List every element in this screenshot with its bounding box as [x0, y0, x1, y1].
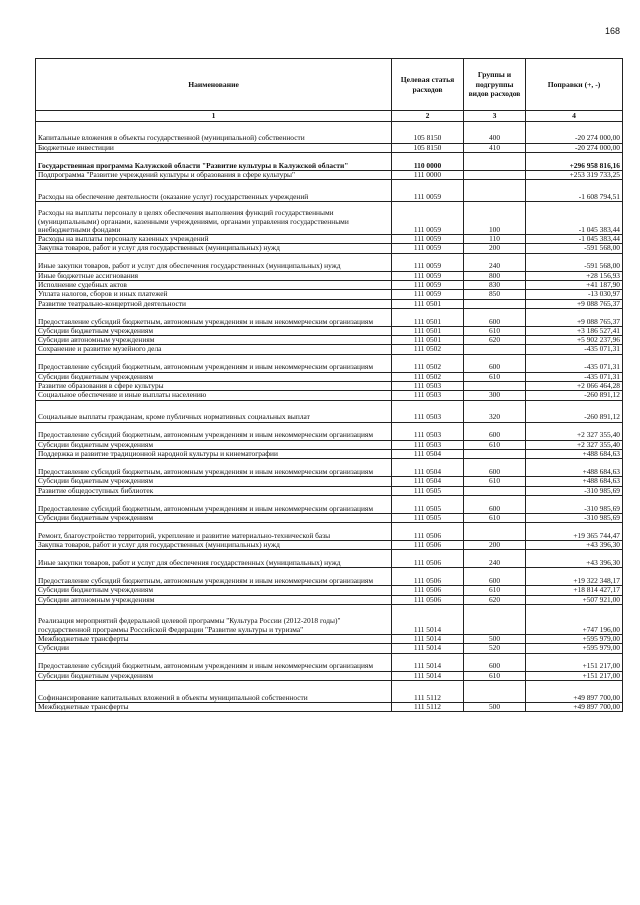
row-expense-group: 410 — [464, 143, 526, 152]
row-amount: +43 396,30 — [526, 541, 623, 550]
table-row — [36, 280, 623, 289]
table-row — [36, 541, 623, 550]
row-target-article: 111 0506 — [392, 586, 464, 595]
row-amount: +488 684,63 — [526, 459, 623, 477]
row-name: Расходы на выплаты персоналу в целях обеспечения выполнения функций государственными (муниципальными) органами, казенными учреждениями, органами управления государственными внебюджетными фондами — [36, 202, 392, 235]
row-expense-group: 610 — [464, 372, 526, 381]
row-expense-group — [464, 486, 526, 495]
row-expense-group — [464, 180, 526, 202]
table-row — [36, 271, 623, 280]
table-row — [36, 345, 623, 354]
row-amount: -310 985,69 — [526, 486, 623, 495]
row-amount: +5 902 237,96 — [526, 336, 623, 345]
row-target-article: 111 5014 — [392, 605, 464, 635]
row-target-article: 111 0501 — [392, 299, 464, 308]
row-name: Предоставление субсидий бюджетным, автономным учреждениям и иным некоммерческим организациям — [36, 495, 392, 513]
row-name: Реализация мероприятий федеральной целевой программы "Культура России (2012-2018 годы)" государственной программы Российской Федерации "Развитие культуры и туризма" — [36, 605, 392, 635]
row-target-article: 111 5014 — [392, 671, 464, 680]
row-name: Исполнение судебных актов — [36, 280, 392, 289]
row-name: Предоставление субсидий бюджетным, автономным учреждениям и иным некоммерческим организациям — [36, 568, 392, 586]
header-expense-group: Группы и подгруппы видов расходов — [464, 59, 526, 111]
row-name: Субсидии бюджетным учреждениям — [36, 477, 392, 486]
header-amendments: Поправки (+, -) — [526, 59, 623, 111]
row-target-article: 111 0506 — [392, 595, 464, 604]
row-name: Субсидии бюджетным учреждениям — [36, 372, 392, 381]
row-name: Иные закупки товаров, работ и услуг для обеспечения государственных (муниципальных) нужд — [36, 550, 392, 568]
row-amount: +296 958 816,16 — [526, 152, 623, 170]
row-expense-group: 610 — [464, 513, 526, 522]
row-expense-group: 600 — [464, 653, 526, 671]
row-name: Подпрограмма "Развитие учреждений культуры и образования в сфере культуры" — [36, 170, 392, 179]
row-amount: +49 897 700,00 — [526, 702, 623, 711]
column-number: 1 — [36, 111, 392, 122]
row-amount: +9 088 765,37 — [526, 308, 623, 326]
table-row — [36, 513, 623, 522]
row-target-article: 111 0059 — [392, 235, 464, 244]
table-row — [36, 702, 623, 711]
row-name: Сохранение и развитие музейного дела — [36, 345, 392, 354]
row-target-article: 111 0506 — [392, 541, 464, 550]
table-row — [36, 202, 623, 235]
row-amount: +18 814 427,17 — [526, 586, 623, 595]
row-target-article: 111 5014 — [392, 653, 464, 671]
row-expense-group — [464, 523, 526, 541]
row-name: Субсидии бюджетным учреждениям — [36, 671, 392, 680]
table-row — [36, 477, 623, 486]
row-expense-group — [464, 449, 526, 458]
row-amount: -310 985,69 — [526, 495, 623, 513]
table-row — [36, 354, 623, 372]
row-name: Софинансирование капитальных вложений в объекты муниципальной собственности — [36, 680, 392, 702]
row-expense-group — [464, 152, 526, 170]
row-name: Уплата налогов, сборов и иных платежей — [36, 290, 392, 299]
row-target-article: 111 0059 — [392, 280, 464, 289]
table-row — [36, 253, 623, 271]
row-name: Расходы на выплаты персоналу казенных учреждений — [36, 235, 392, 244]
row-name: Субсидии — [36, 644, 392, 653]
row-target-article: 111 0501 — [392, 326, 464, 335]
row-amount: +595 979,00 — [526, 635, 623, 644]
column-number: 3 — [464, 111, 526, 122]
column-number: 2 — [392, 111, 464, 122]
row-amount: -20 274 000,00 — [526, 143, 623, 152]
row-amount: +253 319 733,25 — [526, 170, 623, 179]
page-number: 168 — [604, 26, 620, 36]
row-amount: +28 156,93 — [526, 271, 623, 280]
row-name: Закупка товаров, работ и услуг для государственных (муниципальных) нужд — [36, 541, 392, 550]
row-amount: -260 891,12 — [526, 400, 623, 422]
row-name: Предоставление субсидий бюджетным, автономным учреждениям и иным некоммерческим организациям — [36, 459, 392, 477]
row-name: Межбюджетные трансферты — [36, 635, 392, 644]
row-target-article: 111 0502 — [392, 372, 464, 381]
column-number-row — [36, 111, 623, 122]
row-target-article: 105 8150 — [392, 121, 464, 143]
row-expense-group: 830 — [464, 280, 526, 289]
table-row — [36, 299, 623, 308]
row-expense-group — [464, 382, 526, 391]
row-expense-group: 600 — [464, 459, 526, 477]
row-name: Развитие театрально-концертной деятельности — [36, 299, 392, 308]
row-name: Развитие образования в сфере культуры — [36, 382, 392, 391]
row-amount: +2 327 355,40 — [526, 440, 623, 449]
row-expense-group: 600 — [464, 422, 526, 440]
table-row — [36, 671, 623, 680]
row-target-article: 111 0506 — [392, 568, 464, 586]
table-row — [36, 459, 623, 477]
row-target-article: 111 0059 — [392, 253, 464, 271]
row-name: Субсидии бюджетным учреждениям — [36, 440, 392, 449]
table-row — [36, 308, 623, 326]
row-amount: -13 030,97 — [526, 290, 623, 299]
row-target-article: 111 5112 — [392, 702, 464, 711]
row-target-article: 111 0504 — [392, 449, 464, 458]
table-row — [36, 244, 623, 253]
row-amount: +595 979,00 — [526, 644, 623, 653]
row-target-article: 111 0059 — [392, 202, 464, 235]
row-amount: -1 608 794,51 — [526, 180, 623, 202]
row-expense-group: 620 — [464, 595, 526, 604]
row-expense-group: 600 — [464, 308, 526, 326]
table-row — [36, 336, 623, 345]
row-target-article: 111 0059 — [392, 244, 464, 253]
row-expense-group: 610 — [464, 671, 526, 680]
table-row — [36, 290, 623, 299]
row-amount: +747 196,00 — [526, 605, 623, 635]
row-amount: -310 985,69 — [526, 513, 623, 522]
row-target-article: 111 0506 — [392, 523, 464, 541]
row-amount: +43 396,30 — [526, 550, 623, 568]
row-name: Социальное обеспечение и иные выплаты населению — [36, 391, 392, 400]
table-row — [36, 550, 623, 568]
table-row — [36, 486, 623, 495]
row-name: Капитальные вложения в объекты государственной (муниципальной) собственности — [36, 121, 392, 143]
row-expense-group: 520 — [464, 644, 526, 653]
row-amount: +151 217,00 — [526, 653, 623, 671]
table-row — [36, 422, 623, 440]
row-expense-group: 600 — [464, 354, 526, 372]
row-amount: -1 045 383,44 — [526, 235, 623, 244]
row-name: Иные закупки товаров, работ и услуг для обеспечения государственных (муниципальных) нужд — [36, 253, 392, 271]
row-amount: +19 322 348,17 — [526, 568, 623, 586]
table-row — [36, 400, 623, 422]
row-amount: -591 568,00 — [526, 244, 623, 253]
row-amount: +507 921,00 — [526, 595, 623, 604]
row-target-article: 111 0504 — [392, 477, 464, 486]
row-expense-group — [464, 170, 526, 179]
row-expense-group: 240 — [464, 253, 526, 271]
row-expense-group: 100 — [464, 202, 526, 235]
row-name: Поддержка и развитие традиционной народной культуры и кинематографии — [36, 449, 392, 458]
table-row — [36, 382, 623, 391]
row-expense-group: 320 — [464, 400, 526, 422]
row-expense-group: 500 — [464, 635, 526, 644]
row-target-article: 111 5112 — [392, 680, 464, 702]
table-row — [36, 121, 623, 143]
row-name: Субсидии бюджетным учреждениям — [36, 326, 392, 335]
row-target-article: 111 0503 — [392, 440, 464, 449]
row-expense-group: 240 — [464, 550, 526, 568]
row-target-article: 111 0503 — [392, 422, 464, 440]
row-target-article: 111 0503 — [392, 400, 464, 422]
row-expense-group: 610 — [464, 440, 526, 449]
row-amount: -435 071,31 — [526, 354, 623, 372]
row-expense-group: 200 — [464, 244, 526, 253]
row-expense-group: 300 — [464, 391, 526, 400]
row-target-article: 111 0505 — [392, 495, 464, 513]
row-name: Межбюджетные трансферты — [36, 702, 392, 711]
row-name: Социальные выплаты гражданам, кроме публичных нормативных социальных выплат — [36, 400, 392, 422]
row-expense-group: 610 — [464, 326, 526, 335]
table-row — [36, 635, 623, 644]
row-target-article: 111 0501 — [392, 308, 464, 326]
table-row — [36, 523, 623, 541]
row-target-article: 111 0059 — [392, 290, 464, 299]
row-expense-group: 500 — [464, 702, 526, 711]
row-amount: -435 071,31 — [526, 372, 623, 381]
row-target-article: 111 0505 — [392, 513, 464, 522]
row-name: Расходы на обеспечение деятельности (оказание услуг) государственных учреждений — [36, 180, 392, 202]
column-number: 4 — [526, 111, 623, 122]
table-row — [36, 495, 623, 513]
table-row — [36, 680, 623, 702]
table-row — [36, 152, 623, 170]
row-name: Иные бюджетные ассигнования — [36, 271, 392, 280]
budget-table — [35, 58, 623, 712]
row-expense-group: 800 — [464, 271, 526, 280]
row-amount: +2 327 355,40 — [526, 422, 623, 440]
row-name: Субсидии автономным учреждениям — [36, 595, 392, 604]
table-header-row — [36, 59, 623, 111]
row-target-article: 111 0504 — [392, 459, 464, 477]
row-amount: +3 186 527,41 — [526, 326, 623, 335]
row-target-article: 111 0503 — [392, 391, 464, 400]
row-amount: -20 274 000,00 — [526, 121, 623, 143]
row-name: Субсидии бюджетным учреждениям — [36, 586, 392, 595]
row-name: Предоставление субсидий бюджетным, автономным учреждениям и иным некоммерческим организациям — [36, 422, 392, 440]
row-amount: +151 217,00 — [526, 671, 623, 680]
row-target-article: 110 0000 — [392, 152, 464, 170]
row-expense-group: 110 — [464, 235, 526, 244]
table-row — [36, 568, 623, 586]
row-target-article: 111 5014 — [392, 644, 464, 653]
row-name: Развитие общедоступных библиотек — [36, 486, 392, 495]
row-amount: +488 684,63 — [526, 449, 623, 458]
row-expense-group — [464, 299, 526, 308]
row-target-article: 111 0000 — [392, 170, 464, 179]
row-target-article: 111 0059 — [392, 180, 464, 202]
row-expense-group: 400 — [464, 121, 526, 143]
row-expense-group — [464, 605, 526, 635]
row-expense-group: 600 — [464, 568, 526, 586]
row-target-article: 111 0502 — [392, 345, 464, 354]
row-expense-group — [464, 680, 526, 702]
row-target-article: 111 0506 — [392, 550, 464, 568]
row-amount: +2 066 464,28 — [526, 382, 623, 391]
table-row — [36, 180, 623, 202]
row-target-article: 105 8150 — [392, 143, 464, 152]
table-row — [36, 653, 623, 671]
row-name: Закупка товаров, работ и услуг для государственных (муниципальных) нужд — [36, 244, 392, 253]
table-row — [36, 644, 623, 653]
row-name: Предоставление субсидий бюджетным, автономным учреждениям и иным некоммерческим организациям — [36, 653, 392, 671]
table-row — [36, 440, 623, 449]
row-amount: -1 045 383,44 — [526, 202, 623, 235]
row-name: Ремонт, благоустройство территорий, укрепление и развитие материально-технической базы — [36, 523, 392, 541]
row-name: Предоставление субсидий бюджетным, автономным учреждениям и иным некоммерческим организациям — [36, 354, 392, 372]
row-expense-group: 200 — [464, 541, 526, 550]
row-name: Бюджетные инвестиции — [36, 143, 392, 152]
row-amount: +49 897 700,00 — [526, 680, 623, 702]
row-target-article: 111 0505 — [392, 486, 464, 495]
row-amount: +19 365 744,47 — [526, 523, 623, 541]
row-amount: -591 568,00 — [526, 253, 623, 271]
header-target-article: Целевая статья расходов — [392, 59, 464, 111]
row-expense-group: 600 — [464, 495, 526, 513]
row-target-article: 111 5014 — [392, 635, 464, 644]
row-expense-group — [464, 345, 526, 354]
table-row — [36, 372, 623, 381]
row-name: Государственная программа Калужской области "Развитие культуры в Калужской области" — [36, 152, 392, 170]
row-amount: +9 088 765,37 — [526, 299, 623, 308]
row-amount: +41 187,90 — [526, 280, 623, 289]
row-name: Субсидии бюджетным учреждениям — [36, 513, 392, 522]
row-expense-group: 620 — [464, 336, 526, 345]
table-row — [36, 449, 623, 458]
row-name: Субсидии автономным учреждениям — [36, 336, 392, 345]
row-expense-group: 610 — [464, 477, 526, 486]
table-row — [36, 595, 623, 604]
table-row — [36, 391, 623, 400]
row-target-article: 111 0059 — [392, 271, 464, 280]
row-target-article: 111 0503 — [392, 382, 464, 391]
table-row — [36, 170, 623, 179]
table-row — [36, 235, 623, 244]
table-row — [36, 143, 623, 152]
table-row — [36, 326, 623, 335]
table-row — [36, 605, 623, 635]
header-name: Наименование — [36, 59, 392, 111]
row-target-article: 111 0501 — [392, 336, 464, 345]
row-name: Предоставление субсидий бюджетным, автономным учреждениям и иным некоммерческим организациям — [36, 308, 392, 326]
table-body — [36, 121, 623, 712]
row-amount: -435 071,31 — [526, 345, 623, 354]
row-amount: +488 684,63 — [526, 477, 623, 486]
row-amount: -260 891,12 — [526, 391, 623, 400]
row-expense-group: 850 — [464, 290, 526, 299]
row-expense-group: 610 — [464, 586, 526, 595]
row-target-article: 111 0502 — [392, 354, 464, 372]
table-row — [36, 586, 623, 595]
